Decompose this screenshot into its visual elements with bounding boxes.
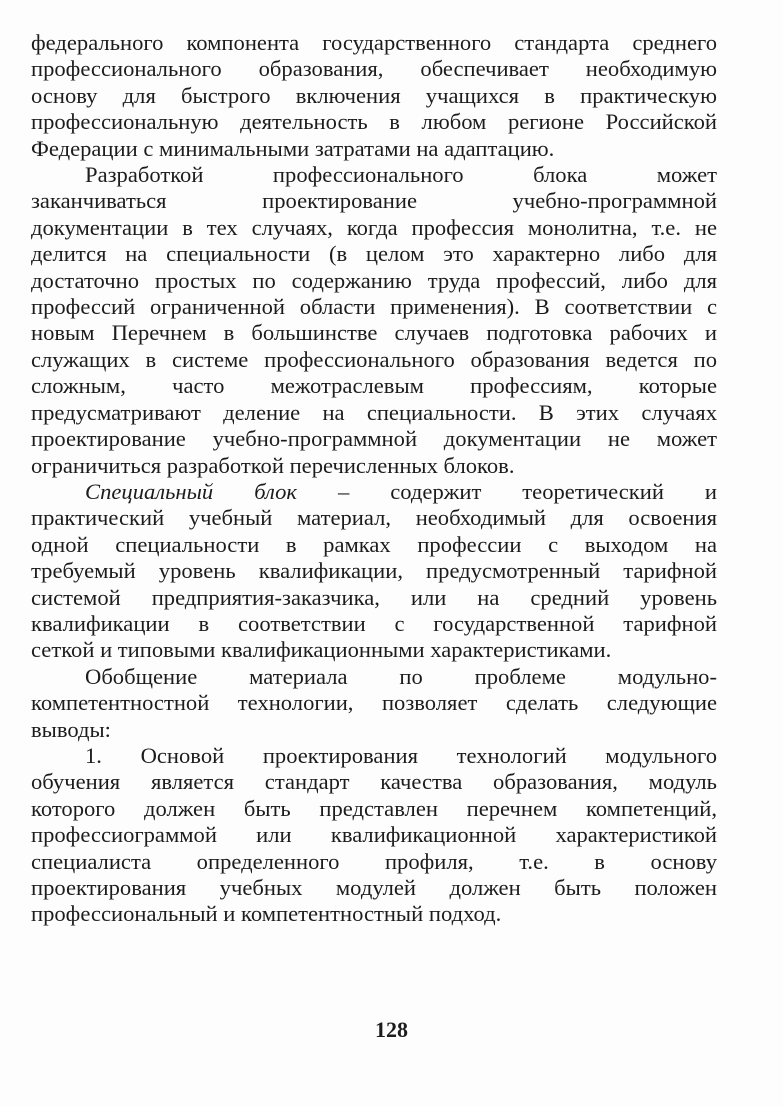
text-line: заканчиваться проектирование учебно-программной	[31, 188, 717, 214]
text-line: квалификации в соответствии с государственной тарифной	[31, 610, 717, 636]
text-line: профессиограммой или квалификационной характеристикой	[31, 822, 717, 848]
text-line: профессий ограниченной области применения). В соответствии с	[31, 294, 717, 320]
text-line: Обобщение материала по проблеме модульно-	[85, 663, 717, 689]
text-line: профессионального образования, обеспечивает необходимую	[31, 56, 717, 82]
text-line: Федерации с минимальными затратами на адаптацию.	[31, 135, 555, 161]
text-line: ограничиться разработкой перечисленных блоков.	[31, 452, 515, 478]
text-line: одной специальности в рамках профессии с выходом на	[31, 531, 717, 557]
text-line: обучения является стандарт качества образования, модуль	[31, 769, 717, 795]
text-line: достаточно простых по содержанию труда профессий, либо для	[31, 267, 717, 293]
text-line: сеткой и типовыми квалификационными характеристиками.	[31, 637, 612, 663]
text-line: системой предприятия-заказчика, или на средний уровень	[31, 584, 717, 610]
text-line: основу для быстрого включения учащихся в практическую	[31, 82, 717, 108]
text-line: выводы:	[31, 716, 111, 742]
paragraph-2	[31, 162, 717, 479]
paragraph-5	[31, 743, 717, 928]
text-line: предусматривают деление на специальности. В этих случаях	[31, 399, 717, 425]
text-line: делится на специальности (в целом это характерно либо для	[31, 241, 717, 267]
text-line: Разработкой профессионального блока может	[85, 162, 717, 188]
text-line: профессиональный и компетентностный подход.	[31, 901, 502, 927]
text-line: компетентностной технологии, позволяет сделать следующие	[31, 690, 717, 716]
page-number: 128	[375, 1017, 408, 1042]
paragraph-4	[31, 664, 717, 743]
text-line: документации в тех случаях, когда профессия монолитна, т.е. не	[31, 214, 717, 240]
text-line: практический учебный материал, необходимый для освоения	[31, 505, 717, 531]
text-line: которого должен быть представлен перечнем компетенций,	[31, 795, 717, 821]
text-line: служащих в системе профессионального образования ведется по	[31, 346, 717, 372]
paragraph-3	[31, 479, 717, 664]
text-line: проектирования учебных модулей должен быть положен	[31, 875, 717, 900]
text-line	[31, 479, 717, 505]
text-line: сложным, часто межотраслевым профессиям, которые	[31, 373, 717, 399]
text-line: новым Перечнем в большинстве случаев подготовка рабочих и	[31, 320, 717, 346]
paragraph-1	[31, 30, 717, 162]
text-line: проектирование учебно-программной документации не может	[31, 426, 717, 452]
text-line: профессиональную деятельность в любом регионе Российской	[31, 109, 717, 135]
text-line: специалиста определенного профиля, т.е. в основу	[31, 848, 717, 874]
body-text	[31, 30, 717, 928]
text-line: 1. Основой проектирования технологий модульного	[85, 742, 717, 768]
text-line: требуемый уровень квалификации, предусмотренный тарифной	[31, 558, 717, 584]
text-line-rest: – содержит теоретический и	[297, 478, 717, 504]
term-special-block: Специальный блок	[85, 478, 297, 504]
text-line: федерального компонента государственного стандарта среднего	[31, 30, 717, 55]
